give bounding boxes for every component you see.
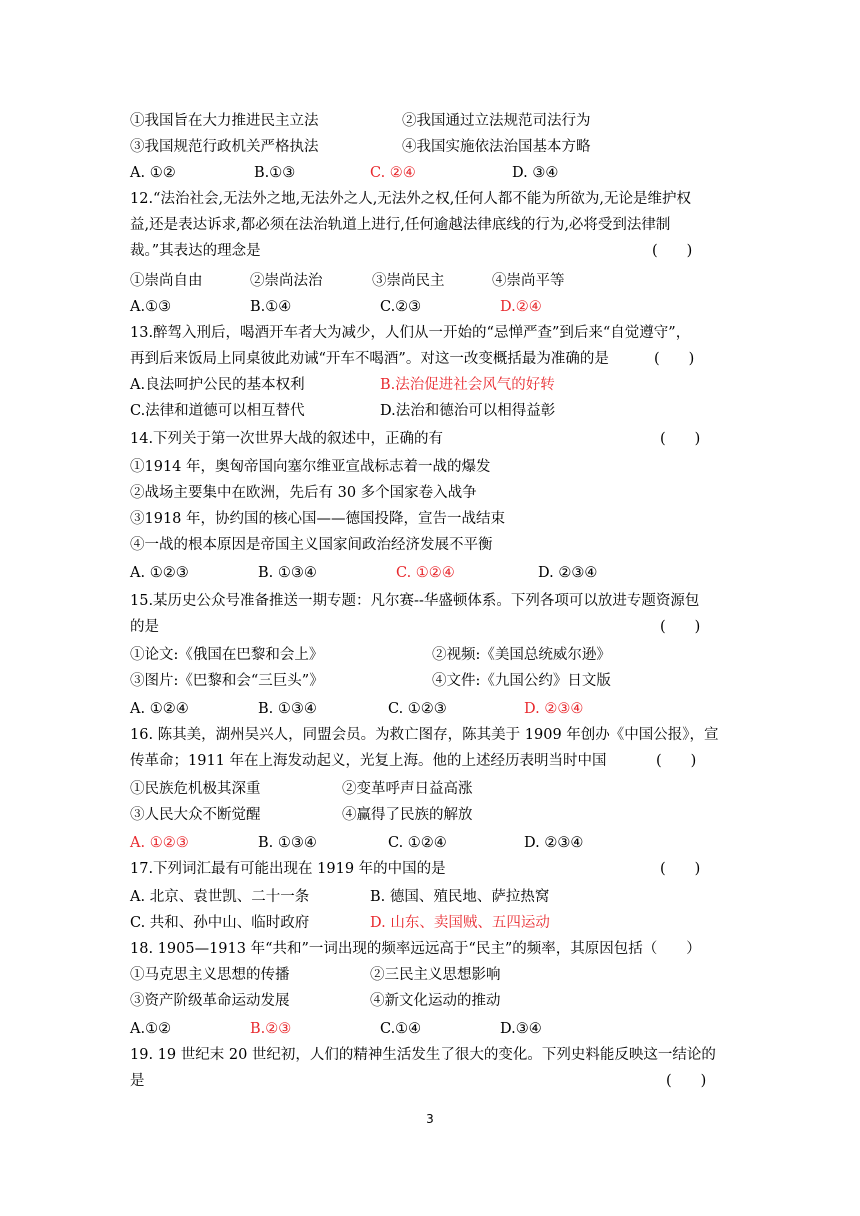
answer-option: D.②④	[500, 299, 542, 315]
answer-option: B.法治促进社会风气的好转	[380, 377, 555, 393]
text-segment: A.①②	[130, 1021, 172, 1037]
text-segment: A. ①②③	[130, 565, 189, 581]
text-segment: C. ①②③	[388, 701, 447, 717]
text-line	[130, 294, 740, 320]
text-segment: 的是	[130, 619, 159, 635]
text-segment: ③图片:《巴黎和会“三巨头”》	[130, 673, 324, 689]
text-segment: 益,还是表达诉求,都必须在法治轨道上进行,任何逾越法律底线的行为,必将受到法律制	[130, 217, 671, 233]
text-segment: B.①③	[254, 165, 296, 181]
answer-blank: ( )	[660, 431, 701, 447]
text-segment: C.法律和道德可以相互替代	[130, 403, 305, 419]
text-line	[130, 1042, 740, 1068]
text-line	[130, 802, 740, 828]
text-line	[130, 268, 740, 294]
text-segment: D. ②③④	[538, 565, 598, 581]
text-segment: C.①④	[380, 1021, 422, 1037]
text-line	[130, 884, 740, 910]
text-line	[130, 134, 740, 160]
text-segment: C. 共和、孙中山、临时政府	[130, 915, 310, 931]
text-segment: C.②③	[380, 299, 422, 315]
text-segment: ①民族危机极其深重	[130, 781, 261, 797]
text-segment: 16. 陈其美，湖州吴兴人，同盟会员。为救亡图存，陈其美于 1909 年创办《中国公报》，宣	[130, 727, 719, 743]
text-segment: ④文件:《九国公约》日文版	[432, 673, 611, 689]
text-line	[130, 776, 740, 802]
text-segment: D.③④	[500, 1021, 542, 1037]
text-segment: A.良法呵护公民的基本权利	[130, 377, 305, 393]
text-line	[130, 346, 740, 372]
text-line	[130, 722, 740, 748]
answer-blank: ( )	[654, 351, 695, 367]
text-segment: ④崇尚平等	[492, 273, 565, 289]
text-line	[130, 160, 740, 186]
text-segment: ④新文化运动的推动	[370, 993, 501, 1009]
text-segment: C. ①②④	[388, 835, 447, 851]
text-segment: 19. 19 世纪末 20 世纪初，人们的精神生活发生了很大的变化。下列史料能反映这一结论的	[130, 1047, 716, 1063]
text-line	[130, 506, 740, 532]
text-segment: ②视频:《美国总统威尔逊》	[432, 647, 611, 663]
text-segment: ③1918 年，协约国的核心国——德国投降，宣告一战结束	[130, 511, 506, 527]
answer-option: A. ①②③	[130, 835, 189, 851]
text-line	[130, 320, 740, 346]
text-segment: 14.下列关于第一次世界大战的叙述中，正确的有	[130, 431, 444, 447]
text-line	[130, 1016, 740, 1042]
text-line	[130, 830, 740, 856]
answer-option: B.②③	[250, 1021, 292, 1037]
answer-blank: ( )	[652, 243, 693, 259]
text-segment: 传革命；1911 年在上海发动起义，光复上海。他的上述经历表明当时中国	[130, 753, 607, 769]
text-segment: B. ①③④	[258, 701, 317, 717]
text-segment: ①崇尚自由	[130, 273, 203, 289]
text-line	[130, 454, 740, 480]
text-line	[130, 910, 740, 936]
text-segment: ②战场主要集中在欧洲，先后有 30 多个国家卷入战争	[130, 485, 477, 501]
answer-option: C. ①②④	[396, 565, 455, 581]
text-segment: 17.下列词汇最有可能出现在 1919 年的中国的是	[130, 861, 446, 877]
text-line	[130, 372, 740, 398]
text-segment: 12.“法治社会,无法外之地,无法外之人,无法外之权,任何人都不能为所欲为,无论是维护权	[130, 191, 692, 207]
text-line	[130, 186, 740, 212]
answer-blank: ( )	[660, 619, 701, 635]
text-segment: ③人民大众不断觉醒	[130, 807, 261, 823]
page-number: 3	[426, 1112, 434, 1126]
text-segment: 是	[130, 1073, 145, 1089]
text-segment: B. ①③④	[258, 565, 317, 581]
text-segment: A. ①②④	[130, 701, 189, 717]
text-segment: 18. 1905—1913 年“共和”一词出现的频率远远高于“民主”的频率，其原因包括（ ）	[130, 941, 701, 957]
text-segment: A.①③	[130, 299, 172, 315]
text-line	[130, 748, 740, 774]
text-segment: B.①④	[250, 299, 292, 315]
text-line	[130, 480, 740, 506]
text-line	[130, 108, 740, 134]
text-segment: ①我国旨在大力推进民主立法	[130, 113, 319, 129]
text-line	[130, 1068, 740, 1094]
text-line	[130, 696, 740, 722]
text-segment: ②崇尚法治	[250, 273, 323, 289]
answer-blank: ( )	[656, 753, 697, 769]
text-segment: ②我国通过立法规范司法行为	[402, 113, 591, 129]
text-line	[130, 398, 740, 424]
text-line	[130, 560, 740, 586]
answer-option: C. ②④	[370, 165, 416, 181]
text-segment: B. ①③④	[258, 835, 317, 851]
text-line	[130, 668, 740, 694]
text-segment: ④一战的根本原因是帝国主义国家间政治经济发展不平衡	[130, 537, 493, 553]
text-segment: ②三民主义思想影响	[370, 967, 501, 983]
text-segment: ③资产阶级革命运动发展	[130, 993, 290, 1009]
text-line	[130, 962, 740, 988]
text-segment: 裁。”其表达的理念是	[130, 243, 261, 259]
text-segment: ③崇尚民主	[372, 273, 445, 289]
answer-blank: ( )	[666, 1073, 707, 1089]
text-line	[130, 588, 740, 614]
text-segment: ①马克思主义思想的传播	[130, 967, 290, 983]
text-line	[130, 936, 740, 962]
text-line	[130, 988, 740, 1014]
answer-blank: ( )	[660, 861, 701, 877]
text-segment: A. 北京、袁世凯、二十一条	[130, 889, 310, 905]
text-segment: 再到后来饭局上同桌彼此劝诫“开车不喝酒”。对这一改变概括最为准确的是	[130, 351, 609, 367]
text-segment: ①1914 年，奥匈帝国向塞尔维亚宣战标志着一战的爆发	[130, 459, 491, 475]
text-segment: D. ②③④	[524, 835, 584, 851]
text-line	[130, 212, 740, 238]
text-line	[130, 238, 740, 264]
text-segment: ③我国规范行政机关严格执法	[130, 139, 319, 155]
text-segment: 13.醉驾入刑后，喝酒开车者大为减少，人们从一开始的“忌惮严查”到后来“自觉遵守”，	[130, 325, 691, 341]
answer-option: D. 山东、卖国贼、五四运动	[370, 915, 550, 931]
text-line	[130, 642, 740, 668]
text-segment: D. ③④	[512, 165, 559, 181]
text-line	[130, 426, 740, 452]
text-segment: ④我国实施依法治国基本方略	[402, 139, 591, 155]
answer-option: D. ②③④	[524, 701, 584, 717]
text-segment: 15.某历史公众号准备推送一期专题：凡尔赛--华盛顿体系。下列各项可以放进专题资源包	[130, 593, 700, 609]
text-segment: ④赢得了民族的解放	[342, 807, 473, 823]
text-segment: ②变革呼声日益高涨	[342, 781, 473, 797]
text-segment: A. ①②	[130, 165, 176, 181]
text-line	[130, 856, 740, 882]
text-line	[130, 532, 740, 558]
text-segment: B. 德国、殖民地、萨拉热窝	[370, 889, 550, 905]
text-segment: D.法治和德治可以相得益彰	[380, 403, 556, 419]
text-line	[130, 614, 740, 640]
text-segment: ①论文:《俄国在巴黎和会上》	[130, 647, 324, 663]
